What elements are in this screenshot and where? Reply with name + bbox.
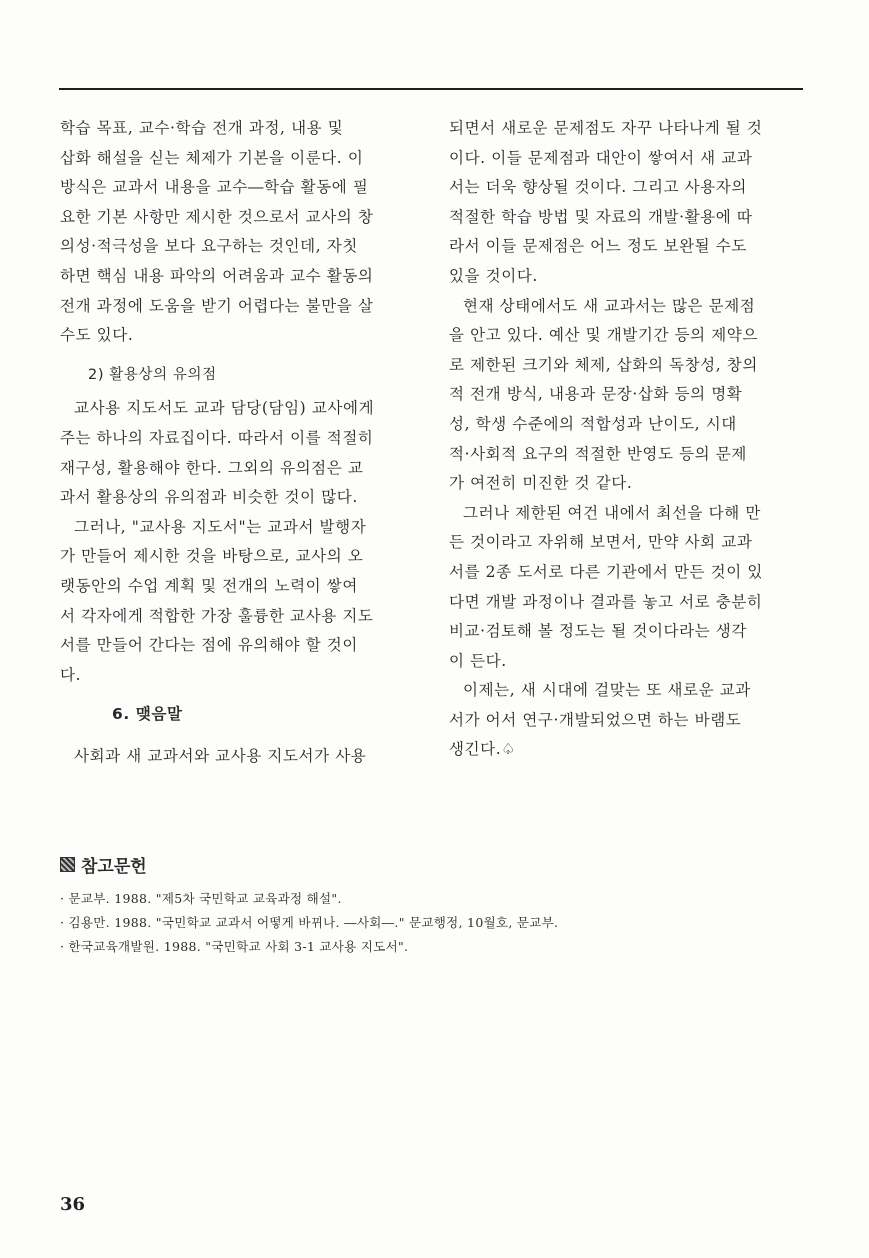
text-line: 을 안고 있다. 예산 및 개발기간 등의 제약으: [449, 326, 758, 345]
text-line: 그러나, "교사용 지도서"는 교과서 발행자: [74, 517, 367, 536]
references-section: [60, 852, 820, 959]
text-line: 랫동안의 수업 계획 및 전개의 노력이 쌓여: [60, 576, 358, 595]
text-line: 서를 2종 도서로 다른 기관에서 만든 것이 있: [449, 562, 763, 581]
references-title: 참고문헌: [81, 857, 147, 877]
text-line: 하면 핵심 내용 파악의 어려움과 교수 활동의: [60, 266, 374, 285]
text-line: 서를 만들어 간다는 점에 유의해야 할 것이: [60, 636, 358, 655]
text-line: 주는 하나의 자료집이다. 따라서 이를 적절히: [60, 428, 374, 447]
text-line: 삽화 해설을 싣는 체제가 기본을 이룬다. 이: [60, 148, 364, 167]
paragraph: [60, 114, 416, 351]
left-column: [60, 114, 416, 771]
text-line: 생긴다.♤: [449, 740, 516, 759]
text-line: 다.: [60, 665, 82, 684]
text-line: 비교·검토해 볼 정도는 될 것이다라는 생각: [449, 622, 747, 641]
text-line: 든 것이라고 자위해 보면서, 만약 사회 교과: [449, 533, 753, 552]
text-line: 재구성, 활용해야 한다. 그외의 유의점은 교: [60, 458, 364, 477]
reference-item: · 김용만. 1988. "국민학교 교과서 어떻게 바뀌나. ―사회―." 문교행정, 10월호, 문교부.: [60, 915, 559, 930]
text-line: 현재 상태에서도 새 교과서는 많은 문제점: [463, 296, 756, 315]
text-line: 교사용 지도서도 교과 담당(담임) 교사에게: [74, 399, 375, 418]
text-line: 적·사회적 요구의 적절한 반영도 등의 문제: [449, 444, 747, 463]
text-line: 사회과 새 교과서와 교사용 지도서가 사용: [74, 746, 367, 765]
section-heading: 6. 맺음말: [112, 705, 183, 724]
text-line: 이제는, 새 시대에 걸맞는 또 새로운 교과: [463, 681, 751, 700]
text-line: 수도 있다.: [60, 326, 134, 345]
text-line: 방식은 교과서 내용을 교수―학습 활동에 필: [60, 178, 369, 197]
text-line: 그러나 제한된 여건 내에서 최선을 다해 만: [463, 503, 761, 522]
text-line: 학습 목표, 교수·학습 전개 과정, 내용 및: [60, 119, 344, 137]
text-line: 이 든다.: [449, 651, 507, 670]
paragraph: [449, 292, 805, 499]
text-line: 과서 활용상의 유의점과 비슷한 것이 많다.: [60, 488, 358, 507]
references-heading: [60, 852, 820, 877]
paragraph: [449, 114, 805, 292]
paragraph: [60, 513, 416, 691]
text-line: 서는 더욱 향상될 것이다. 그리고 사용자의: [449, 178, 747, 197]
text-line: 전개 과정에 도움을 받기 어렵다는 불만을 살: [60, 296, 374, 315]
text-line: 다면 개발 과정이나 결과를 놓고 서로 충분히: [449, 592, 763, 611]
header-rule: [59, 88, 803, 90]
text-line: 서가 어서 연구·개발되었으면 하는 바램도: [449, 710, 742, 729]
text-line: 성, 학생 수준에의 적합성과 난이도, 시대: [449, 414, 737, 433]
reference-item: · 한국교육개발원. 1988. "국민학교 사회 3-1 교사용 지도서".: [60, 939, 409, 954]
paragraph: [60, 394, 416, 512]
text-line: 되면서 새로운 문제점도 자꾸 나타나게 될 것: [449, 119, 763, 137]
text-line: 가 여전히 미진한 것 같다.: [449, 474, 633, 493]
text-line: 라서 이들 문제점은 어느 정도 보완될 수도: [449, 237, 747, 256]
paragraph: [60, 742, 416, 772]
text-line: 가 만들어 제시한 것을 바탕으로, 교사의 오: [60, 547, 364, 566]
text-line: 이다. 이들 문제점과 대안이 쌓여서 새 교과: [449, 148, 753, 167]
text-line: 있을 것이다.: [449, 266, 538, 285]
text-line: 의성·적극성을 보다 요구하는 것인데, 자칫: [60, 237, 358, 256]
reference-item: · 문교부. 1988. "제5차 국민학교 교육과정 해설".: [60, 891, 342, 906]
paragraph: [449, 499, 805, 677]
text-line: 로 제한된 크기와 체제, 삽화의 독창성, 창의: [449, 355, 758, 374]
text-line: 적 전개 방식, 내용과 문장·삽화 등의 명확: [449, 385, 743, 404]
text-line: 서 각자에게 적합한 가장 훌륭한 교사용 지도: [60, 606, 374, 625]
hatched-square-icon: [60, 857, 75, 872]
page-number: 36: [60, 1194, 86, 1215]
subsection-heading: 2) 활용상의 유의점: [88, 366, 217, 383]
text-line: 요한 기본 사항만 제시한 것으로서 교사의 창: [60, 207, 374, 226]
paragraph: [449, 676, 805, 765]
text-line: 적절한 학습 방법 및 자료의 개발·활용에 따: [449, 207, 753, 226]
right-column: [449, 114, 805, 765]
